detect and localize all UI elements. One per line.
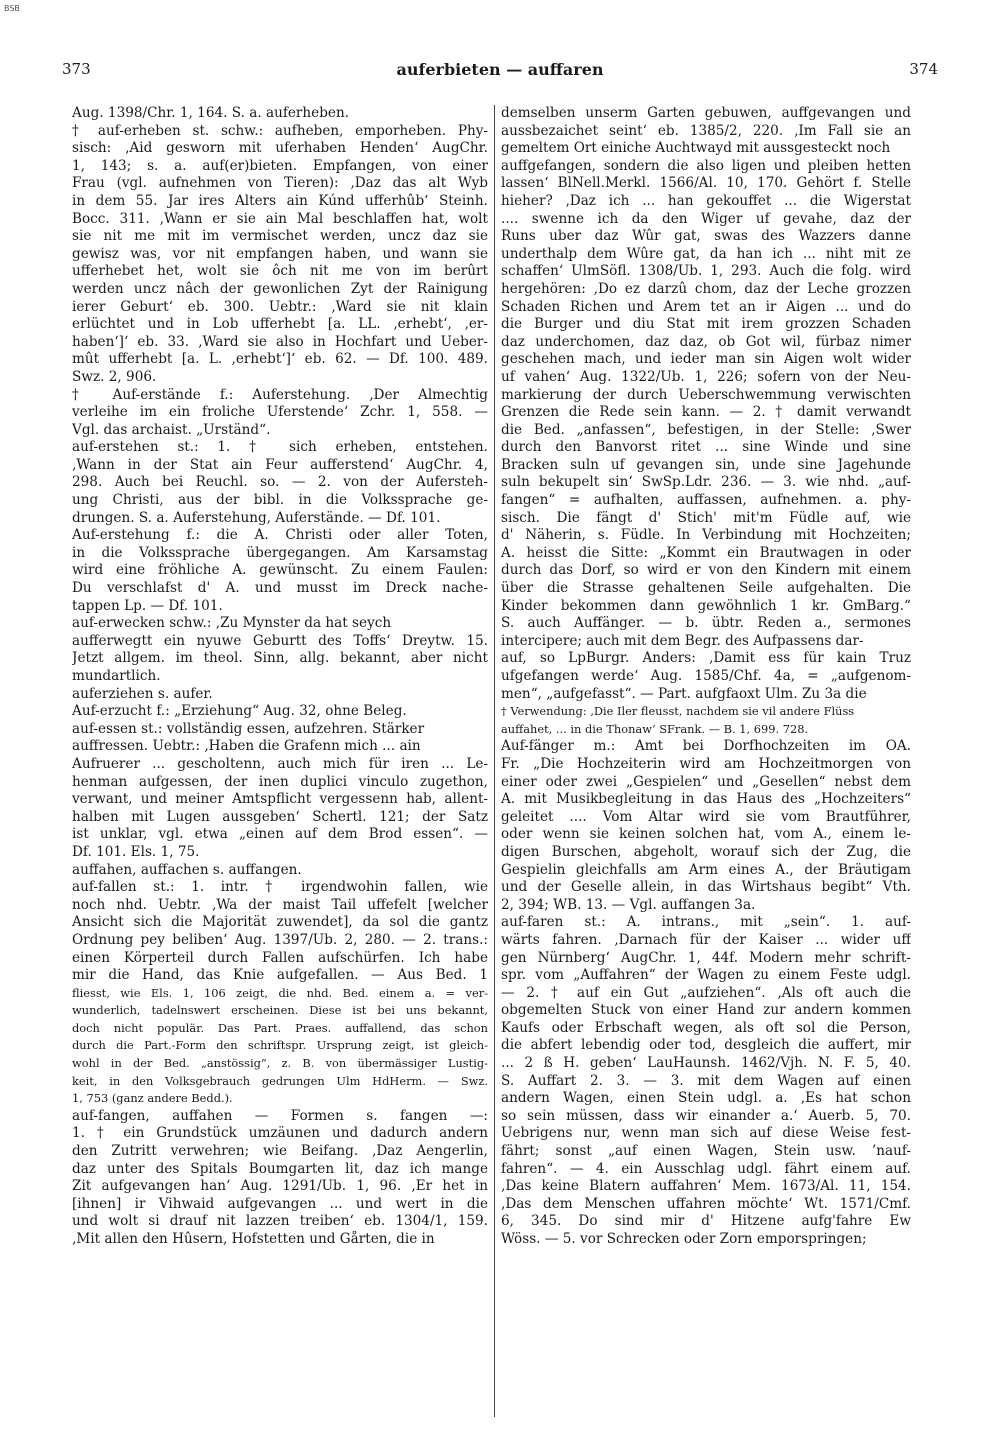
text-line: Schaden Richen und Arem tet an ir Aigen ... und do	[501, 298, 911, 315]
text-line: sisch: ‚Aid gesworn mit uferhaben Henden‘ AugChr.	[72, 140, 488, 157]
watermark: BSB	[4, 4, 20, 13]
text-line: aussbezaichet seint‘ eb. 1385/2, 220. ‚Im Fall sie an	[501, 122, 911, 139]
text-line: lassen‘ BlNell.Merkl. 1566/Al. 10, 170. Gehört f. Stelle	[501, 175, 911, 192]
text-line: und wolt si drauf nit lazzen treiben‘ eb. 1304/1, 159.	[72, 1213, 488, 1230]
text-line: verleihe im ein froliche Uferstende‘ Zchr. 1, 558. —	[72, 404, 488, 421]
text-line: Kinder bekommen dann gewöhnlich 1 kr. GmBarg.“	[501, 597, 911, 614]
text-line: Auf-erzucht f.: „Erziehung“ Aug. 32, ohne Beleg.	[72, 703, 407, 720]
text-line: hergehören: ‚Do ez darzû chom, daz der Leche grozzen	[501, 280, 911, 297]
text-line: Vgl. das archaist. „Urständ“.	[72, 421, 271, 438]
text-line: Grenzen die Rede sein kann. — 2. † damit verwandt	[501, 404, 911, 421]
running-head: auferbieten — auffaren	[396, 60, 604, 79]
text-line: 1, 753 (ganz andere Bedd.).	[72, 1091, 233, 1106]
text-line: ierer Geburt‘ eb. 300. Uebtr.: ‚Ward sie nit klain	[72, 298, 488, 315]
text-line: ufgefangen werde‘ Aug. 1585/Chf. 4a, = „aufgenom-	[501, 668, 911, 684]
text-line: fliesst, wie Els. 1, 106 zeigt, die nhd. Bed. einem a. = ver-	[72, 985, 488, 1000]
text-line: wird eine fröhliche A. gewünscht. Zu einem Faulen:	[72, 562, 488, 579]
text-line: henman aufgessen, der inen duplici vinculo zugethon,	[72, 773, 488, 790]
text-line: und der Geselle allein, in das Wirtshaus begibt“ Vth.	[501, 879, 911, 896]
text-line: A. mit Musikbegleitung in das Haus des „Hochzeiters“	[501, 791, 911, 808]
column-rule	[494, 105, 495, 1417]
text-line: durch die Part.-Form den schriftspr. Ursprung zeigt, ist gleich-	[72, 1038, 488, 1053]
text-line: 298. Auch bei Reuchl. so. — 2. von der Aufersteh-	[72, 474, 488, 491]
text-line: Bracken suln uf gevangen sin, unde sine Jagehunde	[501, 456, 911, 473]
text-line: A. heisst die Sitte: „Kommt ein Brautwagen in oder	[501, 544, 911, 561]
text-line: auf-erwecken schw.: ‚Zu Mynster da hat seych	[72, 615, 392, 632]
text-line: Auf-fänger m.: Amt bei Dorfhochzeiten im OA.	[501, 738, 911, 755]
text-line: daz underchomen, daz daz, ob Got wil, fürbaz nimer	[501, 333, 911, 350]
text-line: † auf-erheben st. schw.: aufheben, emporheben. Phy-	[72, 122, 488, 139]
text-line: auferziehen s. aufer.	[72, 685, 213, 702]
text-line: ... 2 ß H. geben‘ LauHaunsh. 1462/Vjh. N. F. 5, 40.	[501, 1055, 911, 1072]
text-line: erlüchtet und in Lob ufferhebt [a. LL. ‚erhebt‘, ‚er-	[72, 316, 488, 333]
text-line: .... swenne ich da den Wiger uf gevahe, daz der	[501, 210, 911, 227]
text-line: d' Näherin, s. Füdle. In Verbindung mit Hochzeiten;	[501, 527, 911, 544]
text-line: mir die Hand, das Knie aufgefallen. — Aus Bed. 1	[72, 967, 488, 984]
text-line: markierung der durch Ueberschwemmung verwischten	[501, 386, 911, 403]
page-header	[62, 60, 938, 86]
text-line: underthalp dem Wûre gat, da han ich ... niht mit ze	[501, 245, 911, 262]
text-line: † Auf-erstände f.: Auferstehung. ‚Der Almechtig	[72, 386, 488, 403]
text-line: tappen Lp. — Df. 101.	[72, 597, 223, 614]
text-line: die Bed. „anfassen“, befestigen, in der Stelle: ‚Swer	[501, 421, 911, 438]
text-line: noch nhd. Uebtr. ‚Wa der maist Tail uffefelt [welcher	[72, 896, 488, 913]
text-line: auffahet, ... in die Thonaw‘ SFrank. — B. 1, 699. 728.	[501, 721, 809, 736]
text-line: auf-faren st.: A. intrans., mit „sein“. 1. auf-	[501, 914, 911, 931]
text-line: — 2. † auf ein Gut „aufziehen“. ‚Als oft auch die	[501, 984, 911, 1001]
text-line: Uebrigens nur, wenn man sich auf diese Weise fest-	[501, 1125, 911, 1142]
text-line: in die Volkssprache übergegangen. Am Karsamstag	[72, 544, 488, 561]
text-line: 2, 394; WB. 13. — Vgl. auffangen 3a.	[501, 896, 756, 913]
text-line: einen Körperteil durch Fallen aufschürfen. Ich habe	[72, 949, 488, 966]
right-column	[501, 105, 911, 1417]
text-line: suln bekupelt sin‘ SwSp.Ldr. 236. — 3. wie nhd. „auf-	[501, 474, 911, 491]
text-line: ‚Mit allen den Hûsern, Hofstetten und Gårten, die in	[72, 1231, 435, 1247]
left-column	[72, 105, 488, 1417]
text-line: Bocc. 311. ‚Wann er sie ain Mal beschlaffen hat, wolt	[72, 210, 488, 227]
text-line: obgemelten Stuck von einer Hand zur andern kommen	[501, 1002, 911, 1019]
text-line: mût ufferhebt [a. L. ‚erhebt‘]‘ eb. 62. — Df. 100. 489.	[72, 351, 488, 368]
text-line: Swz. 2, 906.	[72, 368, 157, 385]
text-line: daz unter des Spitals Boumgarten lit, daz ich mange	[72, 1160, 488, 1177]
text-line: spr. vom „Auffahren“ der Wagen zu einem Feste udgl.	[501, 967, 911, 984]
text-line: S. auch Auffänger. — b. übtr. Reden a., sermones	[501, 615, 911, 632]
text-line: verwant, und meiner Amtspflicht vergessenn hab, allent-	[72, 791, 488, 808]
text-line: Zit aufgevangen han‘ Aug. 1291/Ub. 1, 96. ‚Er het in	[72, 1178, 488, 1195]
text-line: sisch. Die fängt d' Stich' mit'm Füdle auf, wie	[501, 509, 911, 526]
text-line: auf-essen st.: vollständig essen, aufzehren. Stärker	[72, 720, 425, 737]
page-number-left: 373	[62, 60, 91, 78]
text-line: Auf-erstehung f.: die A. Christi oder aller Toten,	[72, 527, 488, 544]
text-line: Ansicht sich die Majorität zuwendet], da sol die gantz	[72, 914, 488, 931]
text-line: schaffen‘ UlmSöfl. 1308/Ub. 1, 293. Auch die folg. wird	[501, 263, 911, 280]
text-line: doch nicht populär. Das Part. Praes. auffallend, das schon	[72, 1020, 488, 1035]
text-line: † Verwendung: ‚Die Iler fleusst, nachdem sie vil andere Flüss	[501, 704, 855, 719]
text-line: mundartlich.	[72, 668, 161, 684]
text-line: auf-fallen st.: 1. intr. † irgendwohin fallen, wie	[72, 879, 488, 896]
text-line: intercipere; auch mit dem Begr. des Aufpassens dar-	[501, 632, 864, 649]
text-line: einer oder zwei „Gespielen“ und „Gesellen“ nebst dem	[501, 773, 911, 790]
text-line: den Zutritt verwehren; wie Beifang. ‚Daz Aengerlin,	[72, 1143, 488, 1160]
text-line: digen Burschen, abgeholt, worauf sich der Zug, die	[501, 843, 911, 860]
text-line: Aug. 1398/Chr. 1, 164. S. a. auferheben.	[72, 105, 350, 121]
text-line: so sein müssen, dass wir einander a.‘ Auerb. 5, 70.	[501, 1107, 911, 1124]
text-line: 1, 143; s. a. auf(er)bieten. Empfangen, von einer	[72, 157, 488, 174]
text-line: uf vahen‘ Aug. 1322/Ub. 1, 226; sofern von der Neu-	[501, 368, 911, 385]
text-line: Kaufs oder Erbschaft wegen, als oft sol die Person,	[501, 1019, 911, 1036]
text-line: auf-erstehen st.: 1. † sich erheben, entstehen.	[72, 439, 488, 456]
text-line: S. Auffart 2. 3. — 3. mit dem Wagen auf einen	[501, 1072, 911, 1089]
text-line: fährt; sonst „auf einen Wagen, Stein usw. ’nauf-	[501, 1143, 911, 1160]
text-line: werden uncz nâch der gewonlichen Zyt der Rainigung	[72, 280, 488, 297]
text-line: auf-fangen, auffahen — Formen s. fangen —:	[72, 1107, 488, 1124]
text-line: auffahen, auffachen s. auffangen.	[72, 861, 302, 878]
text-line: halben mit Lugen aussgeben‘ Schertl. 121; der Satz	[72, 808, 488, 825]
text-line: ist unklar, vgl. etwa „einen auf dem Brod essen“. —	[72, 826, 488, 843]
text-line: Du verschlafst d' A. und musst im Dreck nache-	[72, 580, 488, 597]
text-line: Aufruerer ... gescholtenn, auch mich für iren ... Le-	[72, 755, 488, 772]
text-line: hieher? ‚Daz ich ... han gekouffet ... die Wigerstat	[501, 192, 911, 209]
text-line: ung Christi, aus der bibl. in die Volkssprache ge-	[72, 492, 488, 509]
text-line: Wöss. — 5. vor Schrecken oder Zorn emporspringen;	[501, 1231, 867, 1247]
text-line: die Burger und diu Stat mit irem grozzen Schaden	[501, 316, 911, 333]
text-line: wohl in der Bed. „anstössig“, z. B. von übermässiger Lustig-	[72, 1056, 488, 1071]
page-number-right: 374	[909, 60, 938, 78]
text-line: fangen“ = aufhalten, auffassen, aufnehmen. a. phy-	[501, 492, 911, 509]
text-line: durch das Dorf, so wird er von den Kindern mit einem	[501, 562, 911, 579]
text-line: über die Strasse gehaltenen Seile aufgehalten. Die	[501, 580, 911, 597]
text-line: wunderlich, tadelnswert erscheinen. Diese ist bei uns bekannt,	[72, 1003, 488, 1018]
text-line: Runs uber daz Wûr gat, swas des Wazzers danne	[501, 228, 911, 245]
text-line: men“, „aufgefasst“. — Part. aufgfaoxt Ulm. Zu 3a die	[501, 685, 867, 702]
text-line: drungen. S. a. Auferstehung, Auferstände. — Df. 101.	[72, 509, 441, 526]
text-line: durch den Banvorst ritet ... sine Winde und sine	[501, 439, 911, 456]
text-line: keit, in den Volksgebrauch gedrungen Ulm HdHerm. — Swz.	[72, 1073, 488, 1088]
text-line: Ordnung pey beliben‘ Aug. 1397/Ub. 2, 280. — 2. trans.:	[72, 931, 488, 948]
text-line: Df. 101. Els. 1, 75.	[72, 843, 200, 860]
text-line: ufferhebet het, wolt sie ôch nit me von im berûrt	[72, 263, 488, 280]
text-line: andern Wagen, einen Stein udgl. a. ‚Es hat schon	[501, 1090, 911, 1107]
text-line: auffgefangen, sondern die also ligen und pleiben hetten	[501, 157, 911, 174]
text-line: Gespielin gleichfalls am Arm eines A., der Bräutigam	[501, 861, 911, 878]
text-line: ‚Das keine Blatern auffahren‘ Mem. 1673/Al. 11, 154.	[501, 1178, 911, 1195]
text-line: 6, 345. Do sind mir d' Hitzene aufg'fahre Ew	[501, 1213, 911, 1230]
text-line: die abfert lebendig oder tod, desgleich die auffert, mir	[501, 1037, 911, 1054]
text-line: fahren“. — 4. ein Ausschlag udgl. fährt einem auf.	[501, 1160, 911, 1177]
text-line: auf, so LpBurgr. Anders: ‚Damit ess für kain Truz	[501, 650, 911, 667]
text-line: geschehen mach, und ieder man sin Aigen wolt wider	[501, 351, 911, 368]
text-line: sie nit me mit im vermischet werden, uncz daz sie	[72, 228, 488, 245]
text-line: auffressen. Uebtr.: ‚Haben die Grafenn mich ... ain	[72, 738, 421, 755]
text-line: oder wenn sie keinen solchen hat, vom A., einem le-	[501, 826, 911, 843]
text-line: Frau (vgl. aufnehmen von Tieren): ‚Daz das alt Wyb	[72, 175, 488, 192]
text-line: [ihnen] ir Vihwaid aufgevangen ... und wert in die	[72, 1195, 488, 1212]
text-line: gen Nürnberg‘ AugChr. 1, 44f. Modern mehr schrift-	[501, 949, 911, 966]
text-line: 1. † ein Grundstück umzäunen und dadurch andern	[72, 1125, 488, 1142]
text-line: demselben unserm Garten gebuwen, auffgevangen und	[501, 105, 911, 121]
text-line: ‚Wann in der Stat ain Feur aufferstend‘ AugChr. 4,	[72, 456, 488, 473]
text-line: ‚Das dem Menschen uffahren möchte‘ Wt. 1571/Cmf.	[501, 1195, 911, 1212]
text-line: geleitet .... Vom Altar wird sie vom Brautführer,	[501, 808, 911, 825]
text-line: wärts fahren. ‚Darnach für der Kaiser ... wider uff	[501, 931, 911, 948]
text-line: Jetzt allgem. im theol. Sinn, allg. bekannt, aber nicht	[72, 650, 488, 667]
text-line: haben‘]‘ eb. 33. ‚Ward sie also in Hochfart und Ueber-	[72, 333, 488, 350]
text-line: Fr. „Die Hochzeiterin wird am Hochzeitmorgen von	[501, 755, 911, 772]
text-line: in dem 55. Jar ires Alters ain Kúnd ufferhûb‘ Steinh.	[72, 192, 488, 209]
text-line: gewisz was, vor nit empfangen haben, und wann sie	[72, 245, 488, 262]
text-line: gemeltem Ort einiche Auchtwayd mit aussgesteckt noch	[501, 140, 891, 157]
text-line: aufferwegtt ein nyuwe Geburtt des Toffs‘ Dreytw. 15.	[72, 632, 488, 649]
